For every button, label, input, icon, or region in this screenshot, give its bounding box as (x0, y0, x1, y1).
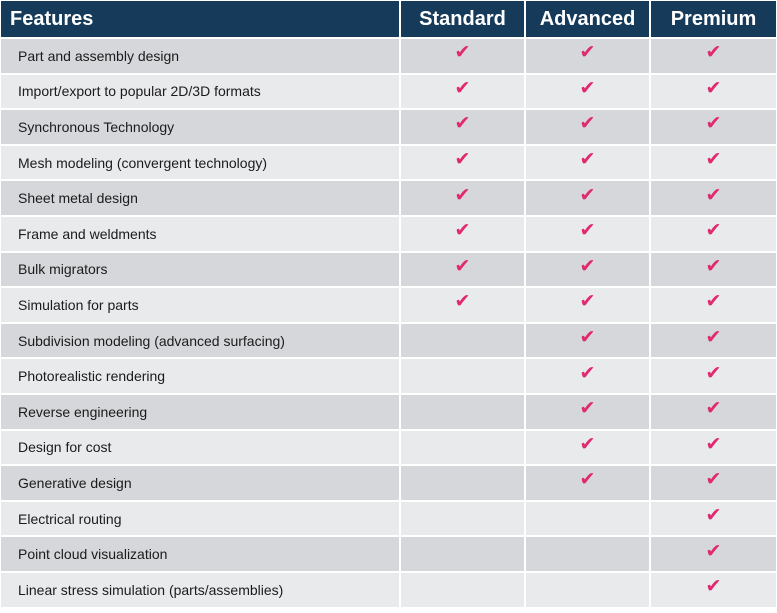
checkmark-icon: ✔ (579, 254, 596, 277)
standard-cell (400, 536, 525, 572)
table-row (1, 394, 776, 430)
feature-name: Import/export to popular 2D/3D formats (1, 74, 400, 110)
standard-cell (400, 323, 525, 359)
table-row (1, 358, 776, 394)
checkmark-icon: ✔ (454, 290, 471, 313)
checkmark-icon: ✔ (579, 326, 596, 349)
checkmark-icon: ✔ (705, 326, 722, 349)
checkmark-icon: ✔ (705, 219, 722, 242)
table-row (1, 109, 776, 145)
advanced-cell (525, 430, 650, 466)
advanced-cell (525, 74, 650, 110)
table-row (1, 430, 776, 466)
standard-cell (400, 74, 525, 110)
advanced-cell (525, 501, 650, 537)
table-row (1, 252, 776, 288)
feature-name: Reverse engineering (1, 394, 400, 430)
feature-name: Mesh modeling (convergent technology) (1, 145, 400, 181)
checkmark-icon: ✔ (454, 41, 471, 64)
header-premium: Premium (650, 1, 776, 38)
checkmark-icon: ✔ (579, 290, 596, 313)
feature-name: Synchronous Technology (1, 109, 400, 145)
advanced-cell (525, 358, 650, 394)
standard-cell (400, 501, 525, 537)
table-row (1, 465, 776, 501)
checkmark-icon: ✔ (454, 112, 471, 135)
premium-cell (650, 465, 776, 501)
premium-cell (650, 536, 776, 572)
table-row (1, 38, 776, 74)
premium-cell (650, 38, 776, 74)
checkmark-icon: ✔ (705, 112, 722, 135)
standard-cell (400, 109, 525, 145)
advanced-cell (525, 287, 650, 323)
advanced-cell (525, 180, 650, 216)
table-row (1, 501, 776, 537)
premium-cell (650, 216, 776, 252)
checkmark-icon: ✔ (579, 112, 596, 135)
premium-cell (650, 287, 776, 323)
checkmark-icon: ✔ (579, 76, 596, 99)
feature-name: Generative design (1, 465, 400, 501)
standard-cell (400, 180, 525, 216)
checkmark-icon: ✔ (705, 575, 722, 598)
advanced-cell (525, 38, 650, 74)
checkmark-icon: ✔ (705, 148, 722, 171)
standard-cell (400, 394, 525, 430)
checkmark-icon: ✔ (579, 432, 596, 455)
feature-name: Photorealistic rendering (1, 358, 400, 394)
premium-cell (650, 358, 776, 394)
feature-name: Electrical routing (1, 501, 400, 537)
header-features: Features (1, 1, 400, 38)
premium-cell (650, 252, 776, 288)
checkmark-icon: ✔ (705, 468, 722, 491)
table-row (1, 74, 776, 110)
checkmark-icon: ✔ (454, 148, 471, 171)
feature-name: Point cloud visualization (1, 536, 400, 572)
table-row (1, 536, 776, 572)
advanced-cell (525, 109, 650, 145)
standard-cell (400, 38, 525, 74)
checkmark-icon: ✔ (705, 183, 722, 206)
advanced-cell (525, 145, 650, 181)
checkmark-icon: ✔ (579, 41, 596, 64)
checkmark-icon: ✔ (705, 361, 722, 384)
standard-cell (400, 465, 525, 501)
premium-cell (650, 394, 776, 430)
table-header (1, 1, 776, 38)
feature-name: Simulation for parts (1, 287, 400, 323)
standard-cell (400, 145, 525, 181)
checkmark-icon: ✔ (454, 254, 471, 277)
table-row (1, 145, 776, 181)
premium-cell (650, 501, 776, 537)
feature-name: Design for cost (1, 430, 400, 466)
premium-cell (650, 74, 776, 110)
standard-cell (400, 430, 525, 466)
checkmark-icon: ✔ (579, 148, 596, 171)
checkmark-icon: ✔ (705, 397, 722, 420)
feature-name: Subdivision modeling (advanced surfacing) (1, 323, 400, 359)
table-row (1, 287, 776, 323)
checkmark-icon: ✔ (579, 468, 596, 491)
header-row (1, 1, 776, 38)
feature-comparison-table (1, 1, 776, 609)
premium-cell (650, 572, 776, 608)
advanced-cell (525, 394, 650, 430)
advanced-cell (525, 323, 650, 359)
advanced-cell (525, 572, 650, 608)
checkmark-icon: ✔ (454, 183, 471, 206)
advanced-cell (525, 216, 650, 252)
table-row (1, 216, 776, 252)
premium-cell (650, 430, 776, 466)
checkmark-icon: ✔ (579, 397, 596, 420)
checkmark-icon: ✔ (454, 76, 471, 99)
checkmark-icon: ✔ (705, 539, 722, 562)
standard-cell (400, 287, 525, 323)
table-row (1, 180, 776, 216)
premium-cell (650, 323, 776, 359)
advanced-cell (525, 252, 650, 288)
premium-cell (650, 180, 776, 216)
standard-cell (400, 572, 525, 608)
table-row (1, 572, 776, 608)
checkmark-icon: ✔ (579, 183, 596, 206)
standard-cell (400, 358, 525, 394)
table-row (1, 323, 776, 359)
checkmark-icon: ✔ (705, 504, 722, 527)
checkmark-icon: ✔ (705, 432, 722, 455)
checkmark-icon: ✔ (705, 254, 722, 277)
feature-name: Bulk migrators (1, 252, 400, 288)
feature-name: Sheet metal design (1, 180, 400, 216)
checkmark-icon: ✔ (579, 219, 596, 242)
premium-cell (650, 145, 776, 181)
feature-name: Linear stress simulation (parts/assemblies) (1, 572, 400, 608)
advanced-cell (525, 536, 650, 572)
header-advanced: Advanced (525, 1, 650, 38)
header-standard: Standard (400, 1, 525, 38)
checkmark-icon: ✔ (579, 361, 596, 384)
checkmark-icon: ✔ (705, 76, 722, 99)
feature-name: Frame and weldments (1, 216, 400, 252)
standard-cell (400, 252, 525, 288)
advanced-cell (525, 465, 650, 501)
checkmark-icon: ✔ (705, 290, 722, 313)
table-body (1, 38, 776, 608)
premium-cell (650, 109, 776, 145)
checkmark-icon: ✔ (705, 41, 722, 64)
standard-cell (400, 216, 525, 252)
checkmark-icon: ✔ (454, 219, 471, 242)
feature-name: Part and assembly design (1, 38, 400, 74)
